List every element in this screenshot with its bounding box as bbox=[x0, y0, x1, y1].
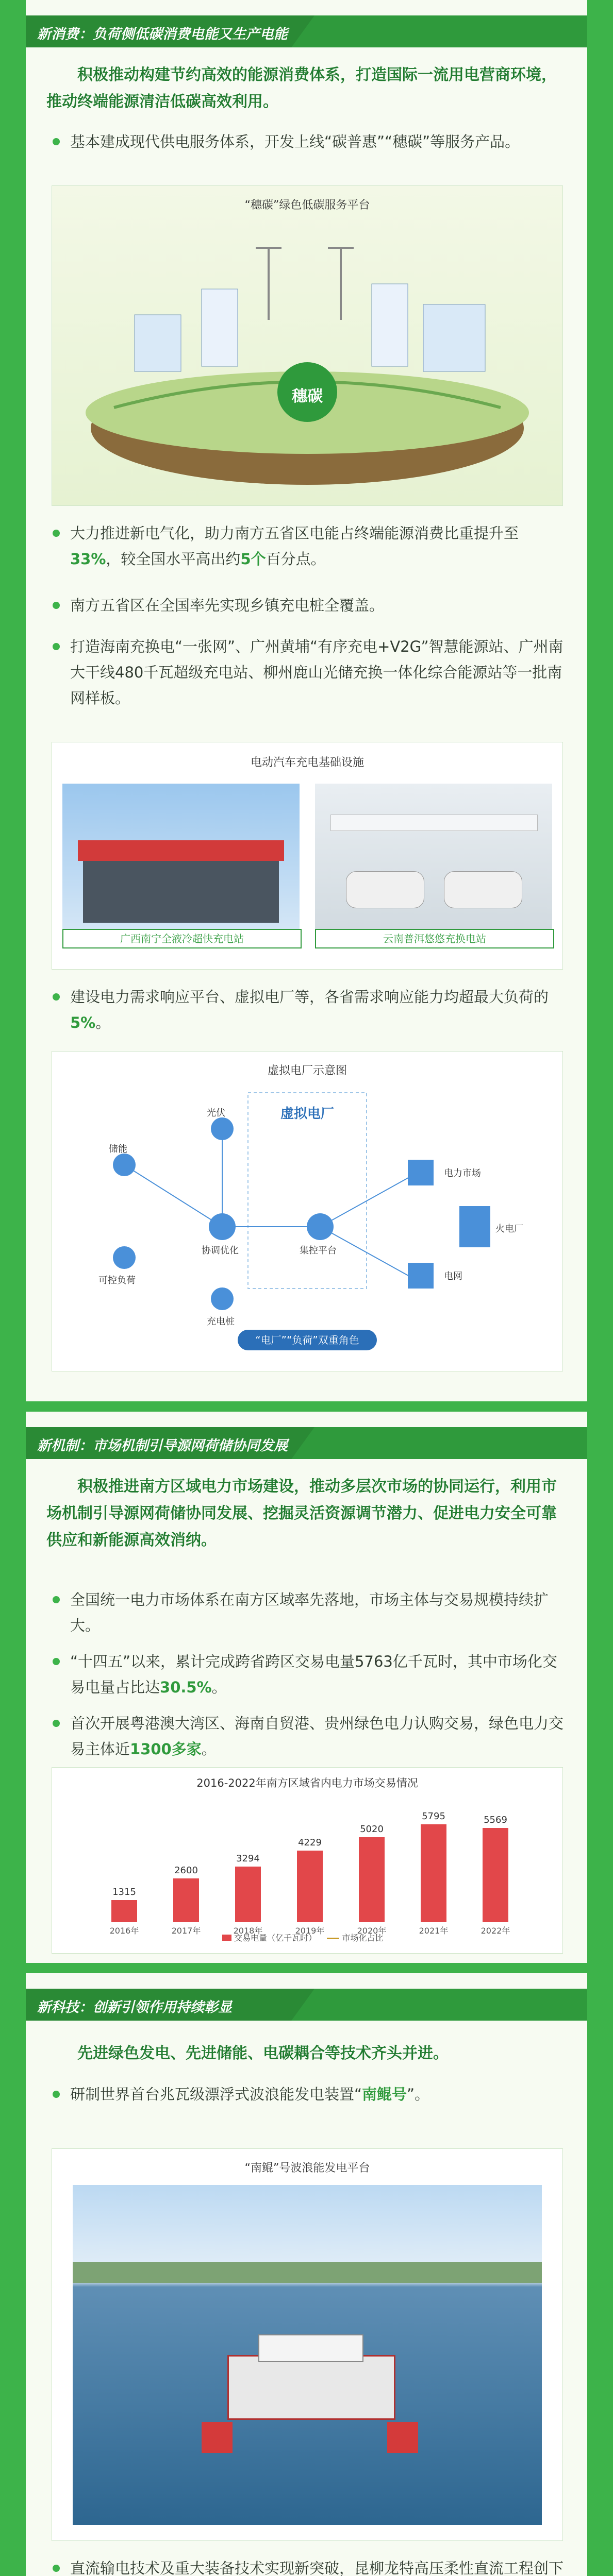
section-consumption-title: 新消费：负荷侧低碳消费电能又生产电能 bbox=[37, 26, 288, 42]
chart-x-tick-label: 2018年 bbox=[233, 1926, 263, 1936]
chart-x-tick-label: 2017年 bbox=[171, 1926, 201, 1936]
vpp-diagram bbox=[52, 1052, 562, 1371]
chart-x-tick-label: 2022年 bbox=[481, 1926, 510, 1936]
bullet-dot-icon bbox=[53, 1658, 60, 1665]
section-mechanism-title: 新机制：市场机制引导源网荷储协同发展 bbox=[37, 1438, 288, 1453]
tech-intro: 先进绿色发电、先进储能、电碳耦合等技术齐头并进。 bbox=[77, 2044, 449, 2062]
tech-bullet-1: 研制世界首台兆瓦级漂浮式波浪能发电装置“南鲲号”。 bbox=[46, 2081, 567, 2107]
bullet-dot-icon bbox=[53, 1720, 60, 1727]
charging-photo-right-caption: 云南普洱悠悠充换电站 bbox=[315, 929, 554, 948]
bullet-dot-icon bbox=[53, 530, 60, 537]
vpp-node-storage: 储能 bbox=[109, 1144, 127, 1155]
chart-value-label: 4229 bbox=[298, 1837, 322, 1849]
chart-value-label: 5795 bbox=[422, 1810, 445, 1822]
market-chart-figure bbox=[52, 1767, 563, 1954]
chart-bar bbox=[297, 1851, 323, 1922]
consumption-bullet-4: 打造海南充换电“一张网”、广州黄埔“有序充电+V2G”智慧能源站、广州南大干线480千瓦超级充电站、柳州鹿山光储充换一体化综合能源站等一批南网样板。 bbox=[46, 634, 567, 711]
section-tech-header bbox=[26, 1989, 587, 2021]
mechanism-intro: 积极推进南方区域电力市场建设，推动多层次市场的协同运行，利用市场机制引导源网荷储协同发展、挖掘灵活资源调节潜力、促进电力安全可靠供应和新能源高效消纳。 bbox=[46, 1478, 557, 1549]
chart-value-label: 5569 bbox=[484, 1815, 507, 1826]
chart-x-tick-label: 2021年 bbox=[419, 1926, 449, 1936]
bullet-dot-icon bbox=[53, 138, 60, 145]
section-consumption-header bbox=[26, 15, 587, 47]
chart-value-label: 1315 bbox=[112, 1886, 136, 1897]
vpp-node-pv: 光伏 bbox=[207, 1108, 225, 1118]
consumption-intro: 积极推动构建节约高效的能源消费体系，打造国际一流用电营商环境，推动终端能源清洁低碳高效利用。 bbox=[46, 66, 557, 111]
carbon-platform-illustration bbox=[52, 186, 562, 505]
consumption-bullet-1: 基本建成现代供电服务体系，开发上线“碳普惠”“穗碳”等服务产品。 bbox=[46, 129, 567, 155]
chart-value-label: 3294 bbox=[236, 1853, 260, 1864]
nankun-figure bbox=[52, 2148, 563, 2541]
section-mechanism-header bbox=[26, 1427, 587, 1459]
chart-bar bbox=[173, 1878, 199, 1922]
vpp-node-grid: 电网 bbox=[444, 1271, 462, 1282]
chart-bar bbox=[235, 1867, 261, 1922]
chart-value-label: 2600 bbox=[174, 1865, 198, 1876]
vpp-figure-title: 虚拟电厂示意图 bbox=[267, 1064, 347, 1077]
bullet-dot-icon bbox=[53, 2565, 60, 2572]
tech-bullet-2: 直流输电技术及重大装备技术实现新突破，昆柳龙特高压柔性直流工程创下 bbox=[46, 2555, 567, 2576]
mechanism-bullet-3: 首次开展粤港澳大湾区、海南自贸港、贵州绿色电力认购交易，绿色电力交易主体近1300多家。 bbox=[46, 1710, 567, 1762]
vpp-node-coordination: 协调优化 bbox=[202, 1245, 239, 1256]
chart-bar bbox=[421, 1824, 446, 1922]
vpp-figure bbox=[52, 1051, 563, 1371]
carbon-platform-figure-title: “穗碳”绿色低碳服务平台 bbox=[244, 199, 370, 212]
vpp-node-charger: 充电桩 bbox=[207, 1316, 235, 1327]
mechanism-bullet-1: 全国统一电力市场体系在南方区域率先落地，市场主体与交易规模持续扩大。 bbox=[46, 1587, 567, 1638]
vpp-node-thermal: 火电厂 bbox=[495, 1224, 523, 1234]
vpp-node-market: 电力市场 bbox=[444, 1168, 481, 1179]
carbon-platform-figure bbox=[52, 185, 563, 506]
nankun-figure-title: “南鲲”号波浪能发电平台 bbox=[244, 2162, 370, 2175]
chart-legend: 交易电量（亿千瓦时） 市场化占比 bbox=[222, 1931, 384, 1943]
vpp-node-load: 可控负荷 bbox=[98, 1275, 136, 1286]
consumption-bullet-5: 建设电力需求响应平台、虚拟电厂等，各省需求响应能力均超最大负荷的5%。 bbox=[46, 984, 567, 1036]
nankun-photo bbox=[73, 2185, 542, 2525]
chart-x-tick-label: 2020年 bbox=[357, 1926, 387, 1936]
legend-line-swatch bbox=[327, 1938, 339, 1939]
chart-value-label: 5020 bbox=[360, 1824, 384, 1835]
consumption-bullet-2: 大力推进新电气化，助力南方五省区电能占终端能源消费比重提升至33%，较全国水平高出约5个百分点。 bbox=[46, 520, 567, 572]
charging-photo-left-caption: 广西南宁全液冷超快充电站 bbox=[62, 929, 302, 948]
charging-figure-title: 电动汽车充电基础设施 bbox=[250, 756, 364, 769]
charging-photo-left bbox=[62, 784, 300, 948]
chart-title: 2016-2022年南方区域省内电力市场交易情况 bbox=[196, 1777, 418, 1789]
chart-bar bbox=[483, 1828, 508, 1922]
consumption-bullet-3: 南方五省区在全国率先实现乡镇充电桩全覆盖。 bbox=[46, 592, 567, 618]
bullet-dot-icon bbox=[53, 602, 60, 609]
bullet-dot-icon bbox=[53, 643, 60, 650]
section-tech-title: 新科技：创新引领作用持续彰显 bbox=[37, 1999, 232, 2015]
chart-bar bbox=[111, 1900, 137, 1922]
chart-x-tick-label: 2019年 bbox=[295, 1926, 325, 1936]
vpp-node-control: 集控平台 bbox=[300, 1245, 337, 1256]
bullet-dot-icon bbox=[53, 2091, 60, 2098]
bullet-dot-icon bbox=[53, 993, 60, 1001]
bullet-dot-icon bbox=[53, 1596, 60, 1603]
mechanism-bullet-2: “十四五”以来，累计完成跨省跨区交易电量5763亿千瓦时，其中市场化交易电量占比达30.5%。 bbox=[46, 1649, 567, 1700]
charging-figure bbox=[52, 742, 563, 970]
chart-bar bbox=[359, 1837, 385, 1922]
vpp-banner: “电厂”“负荷”双重角色 bbox=[238, 1330, 377, 1350]
charging-photo-right bbox=[315, 784, 552, 948]
carbon-platform-center-label: 穗碳 bbox=[292, 387, 323, 405]
chart-x-tick-label: 2016年 bbox=[109, 1926, 139, 1936]
vpp-label: 虚拟电厂 bbox=[280, 1106, 334, 1122]
